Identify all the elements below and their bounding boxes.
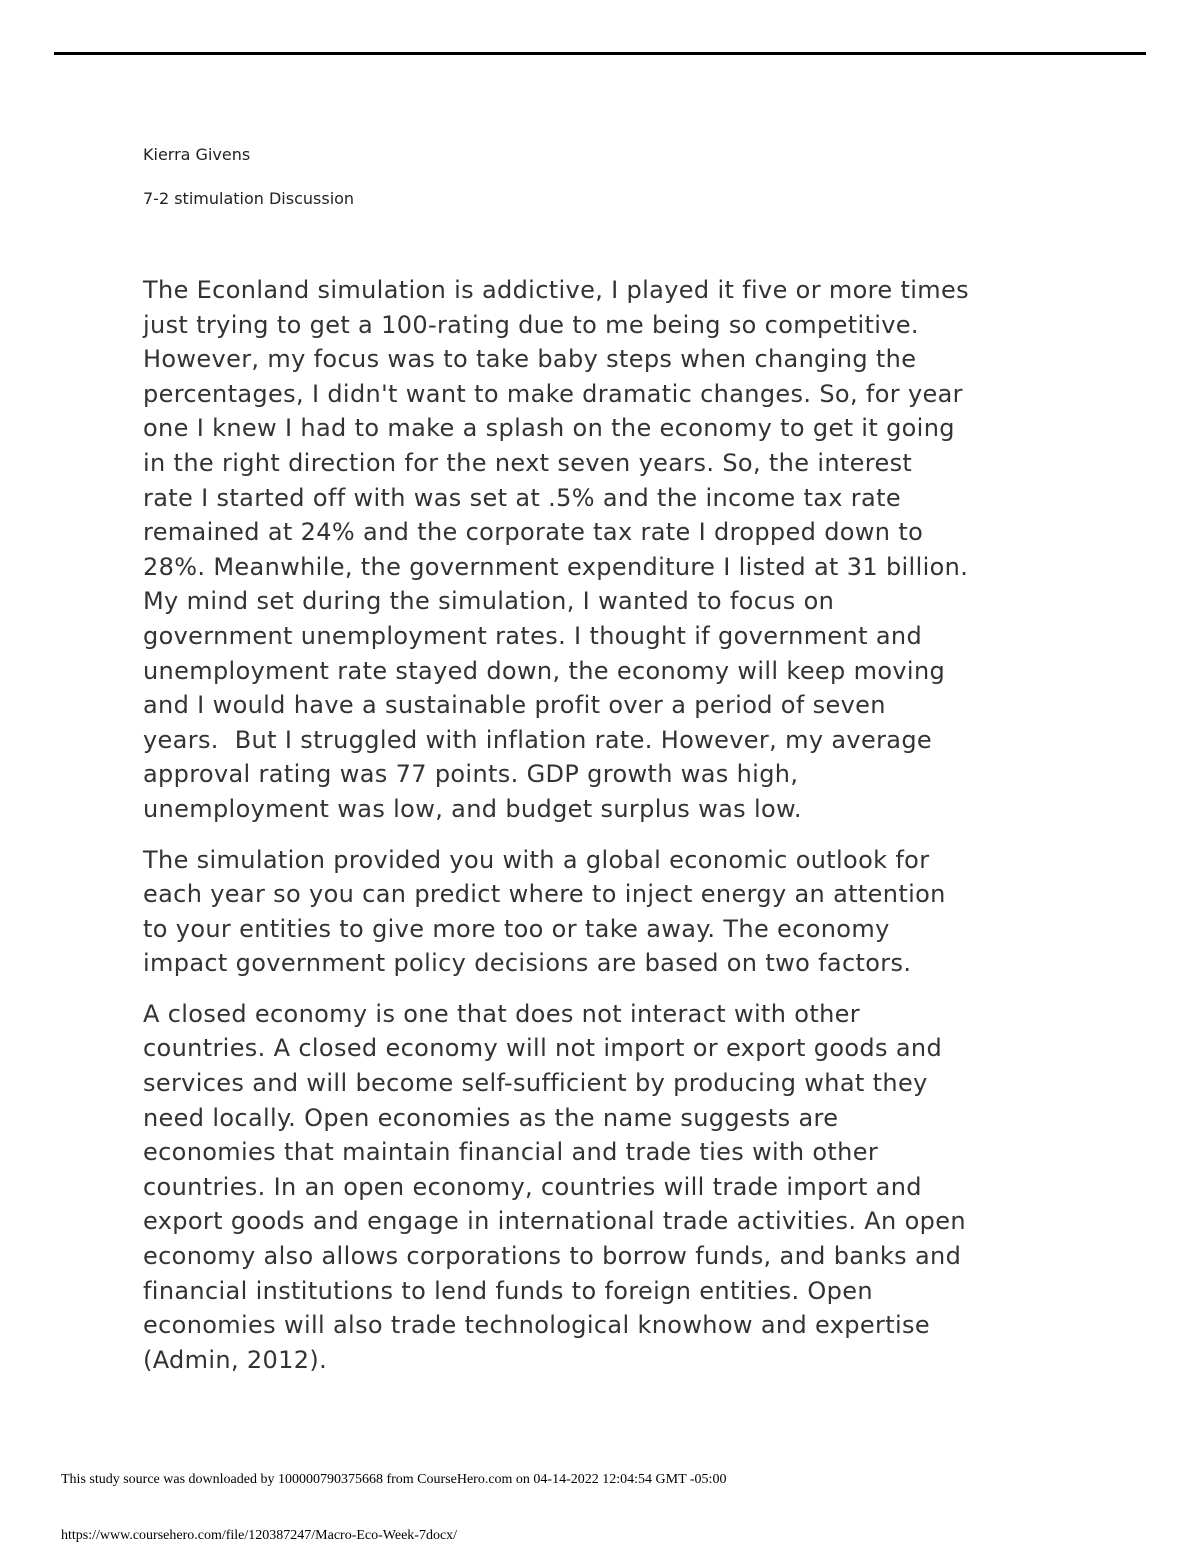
text-line: remained at 24% and the corporate tax rate I dropped down to xyxy=(143,518,924,547)
text-line: years. But I struggled with inflation rate. However, my average xyxy=(143,725,933,754)
text-line: impact government policy decisions are based on two factors. xyxy=(143,949,912,978)
text-line: The Econland simulation is addictive, I played it five or more times xyxy=(143,276,969,304)
text-line: financial institutions to lend funds to foreign entities. Open xyxy=(143,1276,873,1305)
document-title: 7-2 stimulation Discussion xyxy=(143,189,355,208)
text-line: However, my focus was to take baby steps when changing the xyxy=(143,345,917,374)
author-name: Kierra Givens xyxy=(143,145,251,164)
text-line: My mind set during the simulation, I wanted to focus on xyxy=(143,587,835,616)
text-line: economy also allows corporations to borrow funds, and banks and xyxy=(143,1242,962,1271)
text-line: economies that maintain financial and trade ties with other xyxy=(143,1138,879,1167)
text-line: economies will also trade technological knowhow and expertise xyxy=(143,1311,930,1340)
text-line: approval rating was 77 points. GDP growth was high, xyxy=(143,760,799,789)
document-body xyxy=(143,273,1083,1393)
source-url-link[interactable]: https://www.coursehero.com/file/120387247/Macro-Eco-Week-7docx/ xyxy=(61,1528,458,1543)
text-line: A closed economy is one that does not interact with other xyxy=(143,999,860,1028)
text-line: in the right direction for the next seven years. So, the interest xyxy=(143,448,913,477)
text-line: services and will become self-sufficient by producing what they xyxy=(143,1069,928,1098)
text-line: export goods and engage in international trade activities. An open xyxy=(143,1207,966,1236)
text-line: countries. In an open economy, countries will trade import and xyxy=(143,1172,922,1201)
top-rule xyxy=(54,52,1146,55)
text-line: countries. A closed economy will not import or export goods and xyxy=(143,1034,943,1063)
text-line: one I knew I had to make a splash on the economy to get it going xyxy=(143,414,955,443)
text-line: just trying to get a 100-rating due to me being so competitive. xyxy=(143,310,919,339)
text-line: The simulation provided you with a global economic outlook for xyxy=(143,845,930,874)
text-line: unemployment rate stayed down, the economy will keep moving xyxy=(143,656,946,685)
download-source-notice: This study source was downloaded by 100000790375668 from CourseHero.com on 04-14-2022 12:04:54 GMT -05:00 xyxy=(61,1472,727,1487)
text-line: each year so you can predict where to inject energy an attention xyxy=(143,880,946,909)
text-line: need locally. Open economies as the name suggests are xyxy=(143,1103,839,1132)
text-line: to your entities to give more too or take away. The economy xyxy=(143,914,890,943)
paragraph xyxy=(143,843,1083,981)
text-line: rate I started off with was set at .5% and the income tax rate xyxy=(143,483,901,512)
text-line: unemployment was low, and budget surplus was low. xyxy=(143,794,802,823)
text-line: 28%. Meanwhile, the government expenditure I listed at 31 billion. xyxy=(143,552,969,581)
text-line: (Admin, 2012). xyxy=(143,1345,328,1374)
text-line: government unemployment rates. I thought if government and xyxy=(143,621,923,650)
text-line: and I would have a sustainable profit over a period of seven xyxy=(143,691,886,720)
text-line: percentages, I didn't want to make dramatic changes. So, for year xyxy=(143,379,963,408)
paragraph xyxy=(143,997,1083,1378)
paragraph xyxy=(143,273,1083,827)
